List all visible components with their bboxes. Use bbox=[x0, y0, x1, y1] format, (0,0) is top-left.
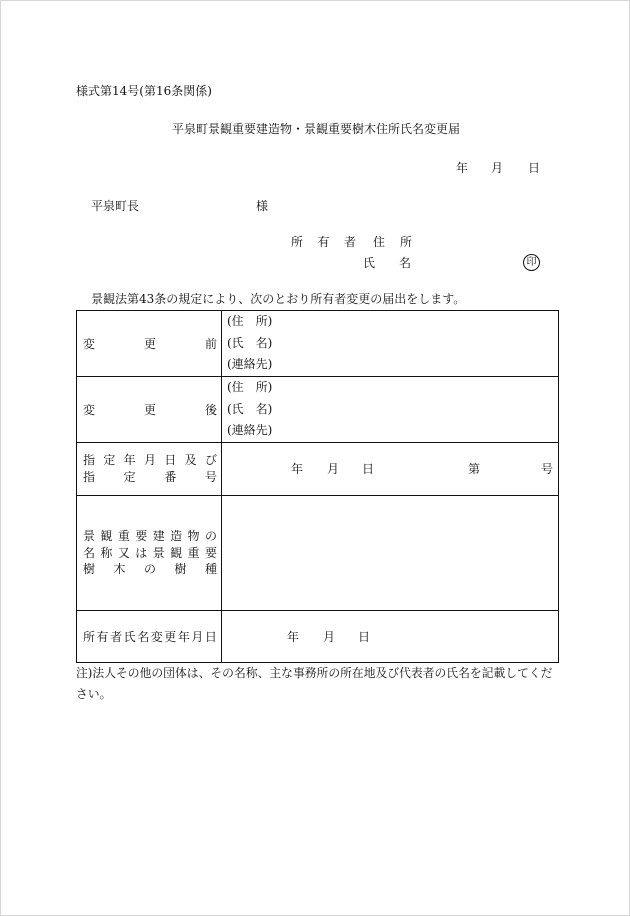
addressee-name: 平泉町長 bbox=[91, 199, 140, 213]
label-cell-property bbox=[77, 496, 222, 610]
date-year-label: 年 bbox=[456, 161, 469, 175]
seal-mark: 印 bbox=[523, 254, 540, 271]
label-char: 前 bbox=[204, 336, 217, 351]
statement-text: 景観法第43条の規定により、次のとおり所有者変更の届出をします。 bbox=[91, 292, 466, 306]
label-char: の bbox=[143, 562, 156, 577]
label-char: 観 bbox=[100, 528, 113, 543]
before-address-field: (住 所) bbox=[227, 314, 273, 329]
form-table bbox=[76, 310, 559, 663]
label-char: 日 bbox=[204, 629, 217, 644]
label-cell-change-date bbox=[77, 611, 222, 662]
label-char: 更 bbox=[143, 336, 156, 351]
label-char: 住 bbox=[373, 235, 386, 249]
label-char: 名 bbox=[398, 256, 411, 270]
label-char: は bbox=[135, 545, 148, 560]
designation-day-label: 日 bbox=[362, 462, 375, 476]
label-char: 物 bbox=[187, 528, 200, 543]
label-after bbox=[83, 402, 217, 418]
label-char: 月 bbox=[143, 453, 156, 467]
row-property bbox=[77, 495, 558, 610]
before-name-field: (氏 名) bbox=[227, 335, 273, 350]
label-char: 所 bbox=[83, 629, 96, 644]
label-char: 所 bbox=[399, 235, 412, 249]
form-number: 様式第14号(第16条関係) bbox=[76, 84, 212, 98]
designation-year-label: 年 bbox=[291, 462, 304, 476]
label-char: 有 bbox=[317, 235, 330, 249]
date-day-label: 日 bbox=[528, 161, 541, 175]
form-title: 平泉町景観重要建造物・景観重要樹木住所氏名変更届 bbox=[171, 122, 460, 136]
change-year-label: 年 bbox=[287, 630, 300, 644]
label-char: 重 bbox=[187, 545, 200, 560]
label-char: び bbox=[204, 453, 217, 467]
label-char: 日 bbox=[164, 453, 177, 467]
date-month-label: 月 bbox=[491, 161, 504, 175]
label-char: 造 bbox=[170, 528, 183, 543]
label-change-date bbox=[83, 629, 217, 645]
label-char: 氏 bbox=[123, 629, 136, 644]
label-char: 所 bbox=[291, 235, 304, 249]
label-char: 観 bbox=[170, 545, 183, 560]
label-char: 号 bbox=[204, 470, 217, 484]
label-char: 名 bbox=[137, 629, 150, 644]
change-month-label: 月 bbox=[323, 630, 336, 644]
row-before-change bbox=[77, 311, 558, 376]
label-char: 指 bbox=[83, 453, 96, 467]
label-designation-line-1 bbox=[83, 452, 217, 469]
label-char: 年 bbox=[123, 453, 136, 467]
label-char: 者 bbox=[110, 629, 123, 644]
label-cell-before bbox=[77, 311, 222, 376]
after-field-list bbox=[227, 377, 558, 442]
label-char: 要 bbox=[204, 545, 217, 560]
value-cell-change-date bbox=[222, 611, 558, 662]
value-cell-designation bbox=[222, 443, 558, 495]
row-designation bbox=[77, 442, 558, 495]
label-char: 景 bbox=[83, 528, 96, 543]
after-address-field: (住 所) bbox=[227, 380, 273, 395]
designation-number-prefix: 第 bbox=[468, 462, 481, 476]
label-char: 及 bbox=[184, 453, 197, 467]
designation-month-label: 月 bbox=[327, 462, 340, 476]
label-property-line-3 bbox=[83, 561, 217, 578]
label-char: 又 bbox=[117, 545, 130, 560]
label-cell-after bbox=[77, 377, 222, 442]
label-char: 者 bbox=[343, 235, 356, 249]
footnote: 注)法人その他の団体は、その名称、主な事務所の所在地及び代表者の氏名を記載してください。 bbox=[76, 666, 553, 701]
label-char: 名 bbox=[83, 545, 96, 560]
change-day-label: 日 bbox=[358, 630, 371, 644]
label-cell-designation bbox=[77, 443, 222, 495]
label-char: 更 bbox=[143, 402, 156, 417]
label-char: 氏 bbox=[363, 256, 376, 270]
name-label bbox=[363, 255, 411, 271]
label-designation-line-2 bbox=[83, 469, 217, 486]
address-label bbox=[373, 234, 412, 250]
before-contact-field: (連絡先) bbox=[227, 357, 273, 372]
label-char: 景 bbox=[152, 545, 165, 560]
addressee-honorific: 様 bbox=[256, 199, 269, 213]
label-before bbox=[83, 336, 217, 352]
value-cell-property bbox=[222, 496, 558, 610]
after-contact-field: (連絡先) bbox=[227, 423, 273, 438]
label-char: 変 bbox=[150, 629, 163, 644]
label-char: 年 bbox=[177, 629, 190, 644]
label-char: 有 bbox=[96, 629, 109, 644]
label-char: 指 bbox=[83, 470, 96, 484]
label-char: 木 bbox=[113, 562, 126, 577]
before-field-list bbox=[227, 311, 558, 376]
row-after-change bbox=[77, 376, 558, 442]
label-property-line-1 bbox=[83, 528, 217, 545]
label-char: 樹 bbox=[174, 562, 187, 577]
label-char: 更 bbox=[164, 629, 177, 644]
label-char: 定 bbox=[123, 470, 136, 484]
label-char: の bbox=[204, 528, 217, 543]
designation-number-suffix: 号 bbox=[541, 462, 554, 476]
label-property-line-2 bbox=[83, 545, 217, 562]
value-cell-after bbox=[222, 377, 558, 442]
row-change-date bbox=[77, 610, 558, 662]
label-char: 定 bbox=[103, 453, 116, 467]
value-cell-before bbox=[222, 311, 558, 376]
label-char: 後 bbox=[204, 402, 217, 417]
label-char: 変 bbox=[83, 336, 96, 351]
label-char: 重 bbox=[117, 528, 130, 543]
label-char: 変 bbox=[83, 402, 96, 417]
label-char: 種 bbox=[204, 562, 217, 577]
label-char: 建 bbox=[152, 528, 165, 543]
label-char: 称 bbox=[100, 545, 113, 560]
label-char: 月 bbox=[191, 629, 204, 644]
label-char: 番 bbox=[164, 470, 177, 484]
label-char: 要 bbox=[135, 528, 148, 543]
after-name-field: (氏 名) bbox=[227, 401, 273, 416]
label-char: 樹 bbox=[83, 562, 96, 577]
owner-label bbox=[291, 234, 356, 250]
